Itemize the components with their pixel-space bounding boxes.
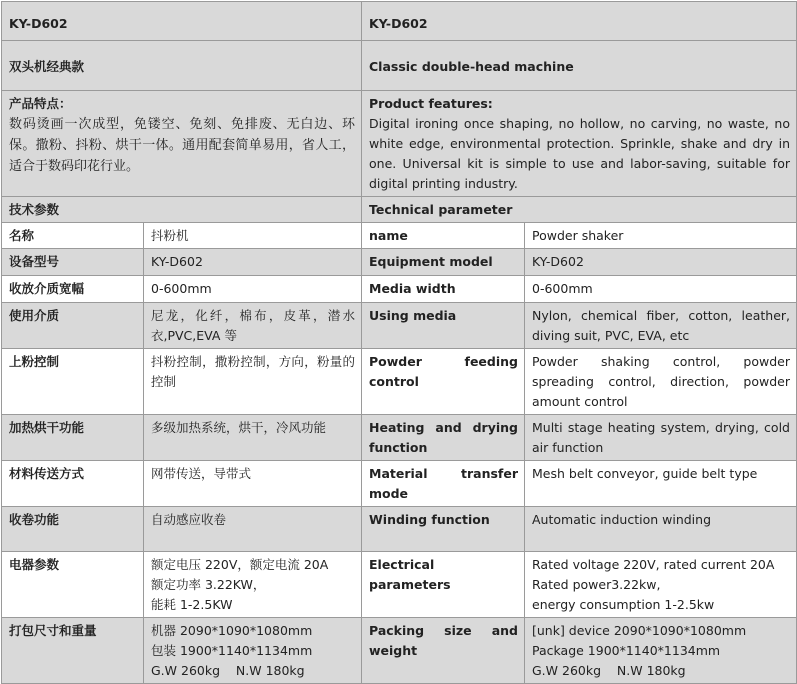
row-label-cn: 设备型号 [2,249,144,276]
row-label-en: Powder feeding control [362,349,525,415]
row-label-cn: 收放介质宽幅 [2,276,144,303]
title-cn: 双头机经典款 [2,41,362,91]
row-label-en: Using media [362,303,525,349]
row-value-cn: 0-600mm [144,276,362,303]
table-row [2,618,797,684]
row-label-en: Material transfer mode [362,461,525,507]
features-body-en: Digital ironing once shaping, no hollow, no carving, no waste, no white edge, environmental protection. Sprinkle, shake and dry in one. Universal kit is simple to use and labor-saving, suitable for digital printing industry. [369,116,790,191]
row-label-cn: 电器参数 [2,552,144,618]
row-label-cn: 名称 [2,223,144,249]
row-value-en: Mesh belt conveyor, guide belt type [525,461,797,507]
tech-heading-cn: 技术参数 [2,197,362,223]
row-value-line: Rated power3.22kw, [532,577,661,592]
row-value-cn: 自动感应收卷 [144,507,362,552]
table-row [2,276,797,303]
row-value-en: 0-600mm [525,276,797,303]
row-value-line: [unk] device 2090*1090*1080mm [532,623,747,638]
row-value-cn: 尼龙，化纤，棉布，皮革，潜水衣,PVC,EVA 等 [144,303,362,349]
row-label-cn: 材料传送方式 [2,461,144,507]
table-row [2,415,797,461]
row-value-en [525,552,797,618]
row-value-line: Rated voltage 220V, rated current 20A [532,557,775,572]
row-value-en: Powder shaking control, powder spreading control, direction, powder amount control [525,349,797,415]
row-label-cn: 打包尺寸和重量 [2,618,144,684]
row-value-en: KY-D602 [525,249,797,276]
row-value-cn: 网带传送，导带式 [144,461,362,507]
row-label-en: Electrical parameters [362,552,525,618]
model-header-row [2,2,797,41]
row-label-en: Heating and drying function [362,415,525,461]
row-value-line: Package 1900*1140*1134mm [532,643,721,658]
row-value-en: Nylon, chemical fiber, cotton, leather, diving suit, PVC, EVA, etc [525,303,797,349]
row-value-line: G.W 260kg N.W 180kg [151,663,305,678]
row-value-line: 能耗 1-2.5KW [151,597,233,612]
row-label-en: Equipment model [362,249,525,276]
row-label-en: Packing size and weight [362,618,525,684]
row-value-cn: 多级加热系统，烘干，冷风功能 [144,415,362,461]
row-label-en: Media width [362,276,525,303]
features-cn [2,91,362,197]
row-value-en [525,618,797,684]
features-body-cn: 数码烫画一次成型，免镂空、免刻、免排废、无白边、环保。撒粉、抖粉、烘干一体。通用配套简单易用，省人工，适合于数码印花行业。 [9,117,355,174]
tech-heading-row [2,197,797,223]
spec-table [1,1,797,684]
table-row [2,507,797,552]
row-value-line: energy consumption 1-2.5kw [532,597,715,612]
row-label-cn: 收卷功能 [2,507,144,552]
row-value-cn [144,552,362,618]
tech-heading-en: Technical parameter [362,197,797,223]
row-label-cn: 加热烘干功能 [2,415,144,461]
row-value-line: 额定电压 220V，额定电流 20A [151,557,329,572]
features-row [2,91,797,197]
row-label-en: name [362,223,525,249]
row-value-en: Automatic induction winding [525,507,797,552]
features-heading-en: Product features: [369,96,493,111]
title-en: Classic double-head machine [362,41,797,91]
row-value-line: 额定功率 3.22KW， [151,577,266,592]
table-row [2,249,797,276]
table-row [2,461,797,507]
title-row [2,41,797,91]
table-row [2,303,797,349]
row-value-en: Powder shaker [525,223,797,249]
table-row [2,552,797,618]
row-label-en: Winding function [362,507,525,552]
row-label-cn: 使用介质 [2,303,144,349]
row-label-cn: 上粉控制 [2,349,144,415]
row-value-cn: 抖粉机 [144,223,362,249]
features-heading-cn: 产品特点： [9,96,72,111]
row-value-line: 机器 2090*1090*1080mm [151,623,313,638]
row-value-line: G.W 260kg N.W 180kg [532,663,686,678]
row-value-en: Multi stage heating system, drying, cold air function [525,415,797,461]
table-row [2,349,797,415]
row-value-cn [144,618,362,684]
row-value-cn: 抖粉控制，撒粉控制，方向，粉量的控制 [144,349,362,415]
model-cn: KY-D602 [2,2,362,41]
table-row [2,223,797,249]
features-en [362,91,797,197]
row-value-line: 包装 1900*1140*1134mm [151,643,313,658]
model-en: KY-D602 [362,2,797,41]
row-value-cn: KY-D602 [144,249,362,276]
